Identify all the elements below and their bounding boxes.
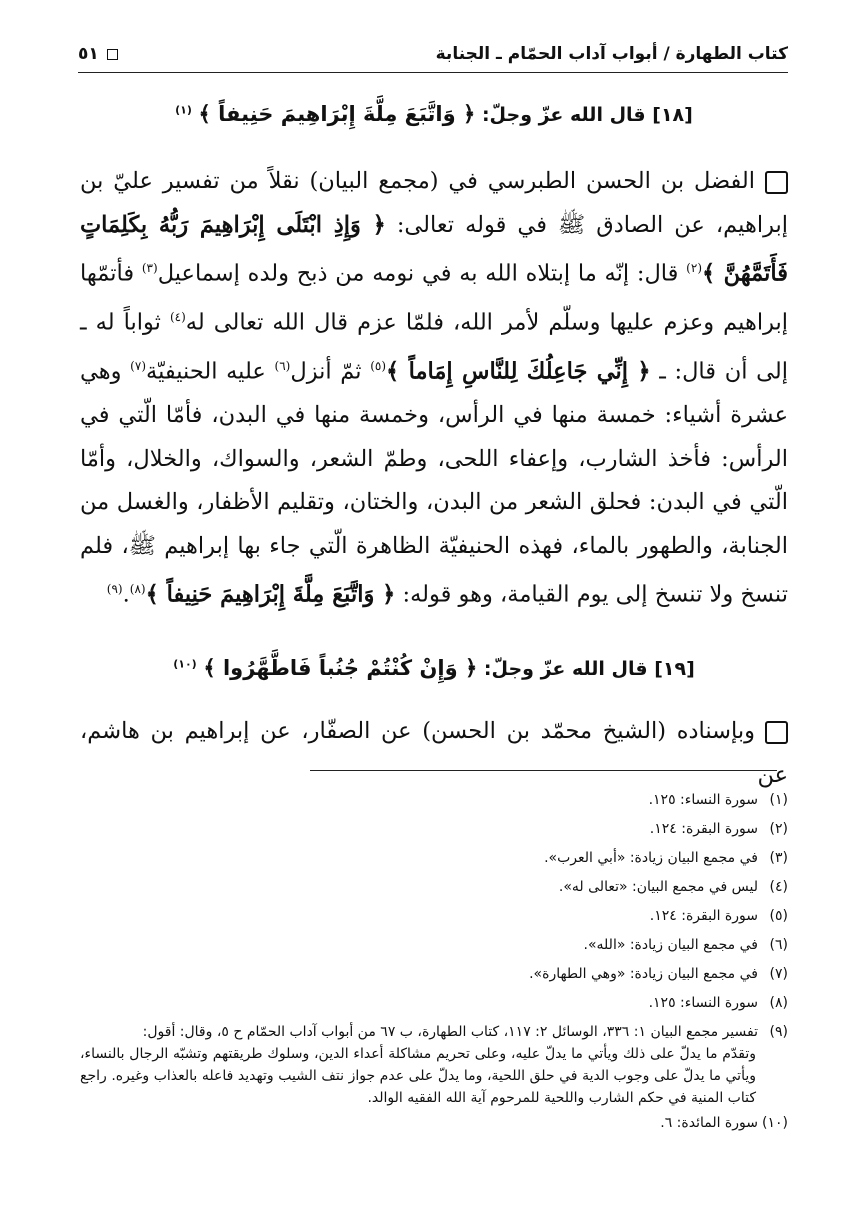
footnote-text: في مجمع البيان زيادة: «وهي الطهارة». xyxy=(529,966,758,982)
footnote-number: (١) xyxy=(769,792,788,808)
footnote-ref: (٢) xyxy=(686,261,702,275)
footnote-number: (٧) xyxy=(769,966,788,982)
footnote-ref: (٩) xyxy=(106,582,123,596)
para-text: قال: إنّه ما إبتلاه الله به في نومه من ذبح ولده إسماعيل xyxy=(157,260,687,287)
footnote-number: (٢) xyxy=(769,821,788,837)
section-18-heading xyxy=(80,102,788,126)
section-number: [١٨] xyxy=(652,104,693,126)
footnote xyxy=(80,786,788,815)
footnote xyxy=(80,1021,788,1109)
square-ornament-icon xyxy=(107,49,118,60)
footnote-number: (٥) xyxy=(769,908,788,924)
heading-intro: قال الله عزّ وجلّ: xyxy=(483,658,648,680)
quran-verse: ﴿ إِنِّي جَاعِلُكَ لِلنَّاسِ إِمَاماً ﴾ xyxy=(386,358,651,385)
footnote-ref: (١٠) xyxy=(173,657,197,671)
header-title-group xyxy=(436,44,788,64)
footnote xyxy=(80,1109,788,1138)
footnote-ref: (٨) xyxy=(129,582,146,596)
footnote-number: (٩) xyxy=(769,1024,788,1040)
section-18-paragraph xyxy=(80,160,788,617)
running-header xyxy=(78,36,788,73)
header-title: كتاب الطهارة / أبواب آداب الحمّام ـ الجنابة xyxy=(435,44,788,64)
quran-verse: ﴿ وَإِذِ ابْتَلَى إِبْرَاهِيمَ رَبُّهُ بِكَلِمَاتٍ فَأَتَمَّهُنَّ ﴾ xyxy=(80,211,788,287)
para-text: عن الصادق ﷺ في قوله تعالى: xyxy=(385,211,705,238)
para-text: وهي عشرة أشياء: خمسة منها في الرأس، وخمسة منها في البدن، فأمّا الّتي في الرأس: فأخذ الشارب، وإعفاء اللحى، وطمّ الشعر، والسواك، والخلال، وأمّا الّتي في البدن: فحلق الشعر من البدن، والختان، وتقليم الأظفار، والغسل من الجنابة، والطهور بالماء، فهذه الحنيفيّة الظاهرة الّتي جاء بها إبراهيم ﷺ، فلم تنسخ ولا تنسخ إلى يوم القيامة، وهو قوله: xyxy=(80,358,788,608)
para-text: ثمّ أنزل xyxy=(290,358,371,385)
page-number: ٥١ xyxy=(78,44,99,64)
footnote-ref: (٧) xyxy=(130,359,146,373)
footnote xyxy=(80,931,788,960)
footnote xyxy=(80,873,788,902)
footnote-ref: (٣) xyxy=(141,261,158,275)
paragraph-box-icon xyxy=(765,171,788,194)
footnote xyxy=(80,815,788,844)
footnotes xyxy=(80,786,788,1138)
quran-verse: ﴿ وَإِنْ كُنْتُمْ جُنُباً فَاطَّهَّرُوا ﴾ xyxy=(203,656,478,680)
para-text: فأتمّها إبراهيم وعزم عليها وسلّم لأمر الله، فلمّا عزم قال الله تعالى له xyxy=(80,260,788,336)
paragraph-box-icon xyxy=(765,721,788,744)
footnote-separator xyxy=(310,770,777,771)
section-number: [١٩] xyxy=(654,658,695,680)
footnote-text: في مجمع البيان زيادة: «أبي العرب». xyxy=(544,850,758,866)
header-page-group xyxy=(78,44,126,64)
footnote-ref: (١) xyxy=(175,103,192,117)
heading-intro: قال الله عزّ وجلّ: xyxy=(481,104,646,126)
footnote-ref: (٦) xyxy=(274,359,291,373)
para-text: وبإسناده (الشيخ محمّد بن الحسن) عن الصفّار، عن إبراهيم بن هاشم، عن xyxy=(80,718,788,788)
footnote xyxy=(80,844,788,873)
footnote xyxy=(80,989,788,1018)
footnote xyxy=(80,902,788,931)
footnote-number: (٨) xyxy=(769,995,788,1011)
footnote-number: (٤) xyxy=(769,879,788,895)
para-text: . xyxy=(122,581,130,608)
para-text: ثواباً له ـ إلى أن قال: ـ xyxy=(80,309,789,385)
section-19-paragraph xyxy=(80,710,788,797)
footnote-ref: (٤) xyxy=(169,310,186,324)
footnote-text: سورة البقرة: ١٢٤. xyxy=(649,821,758,837)
footnote-ref: (٥) xyxy=(370,359,387,373)
footnote-number: (٦) xyxy=(769,937,788,953)
footnote-text: وتقدّم ما يدلّ على ذلك ويأتي ما يدلّ عليه، وعلى تحريم مشاكلة أعداء الدين، وسلوك طريقتهم وتشبّه الرجال بالنساء، ويأتي ما يدلّ على وجوب الدية في حلق اللحية، وما يدلّ على عدم جواز نتف الشيب وتهديد فاعله بالعذاب وغيره. راجع كتاب المنية في حكم الشارب واللحية للمرحوم آية الله الفقيه الوالد. xyxy=(80,1046,756,1106)
quran-verse: ﴿ وَاتَّبَعَ مِلَّةَ إِبْرَاهِيمَ حَنِيفاً ﴾ xyxy=(145,581,396,608)
quran-verse: ﴿ وَاتَّبَعَ مِلَّةَ إِبْرَاهِيمَ حَنِيفاً ﴾ xyxy=(198,102,476,126)
footnote-text: سورة المائدة: ٦. xyxy=(660,1115,758,1131)
footnote-number: (٣) xyxy=(769,850,788,866)
footnote-text: في مجمع البيان زيادة: «الله». xyxy=(583,937,758,953)
para-text: الفضل بن الحسن الطبرسي في (مجمع البيان) نقلاً من تفسير عليّ بن إبراهيم، xyxy=(80,168,788,238)
footnote-text: سورة النساء: ١٢٥. xyxy=(648,792,758,808)
footnote xyxy=(80,960,788,989)
footnote-text: سورة النساء: ١٢٥. xyxy=(648,995,758,1011)
footnote-text: سورة البقرة: ١٢٤. xyxy=(649,908,758,924)
para-text: عليه الحنيفيّة xyxy=(146,358,275,385)
footnote-text: تفسير مجمع البيان ١: ٣٣٦، الوسائل ٢: ١١٧، كتاب الطهارة، ب ٦٧ من أبواب آداب الحمّام ح ٥، وقال: أقول: xyxy=(142,1024,758,1040)
footnote-number: (١٠) xyxy=(762,1115,788,1131)
section-19-heading xyxy=(80,656,788,680)
footnote-text: ليس في مجمع البيان: «تعالى له». xyxy=(558,879,758,895)
